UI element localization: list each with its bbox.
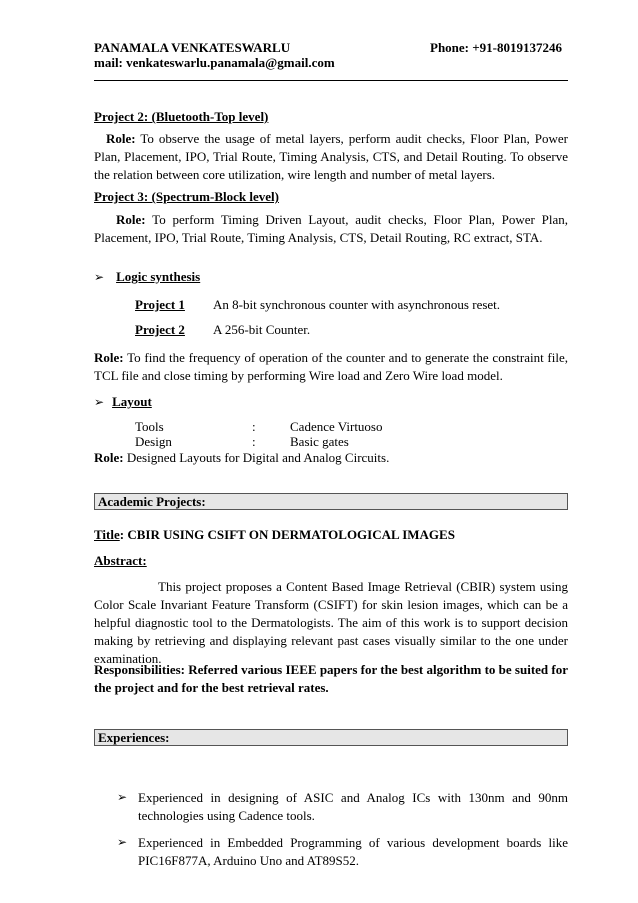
responsibilities-text: Responsibilities: Referred various IEEE papers for the best algorithm to be suited for the project and for the best retrieval rates. xyxy=(94,662,568,695)
project3-role xyxy=(94,211,568,247)
layout-role-text: Designed Layouts for Digital and Analog Circuits. xyxy=(123,450,390,465)
academic-projects-section-header: Academic Projects: xyxy=(94,493,568,510)
layout-heading xyxy=(94,394,152,410)
bullet-arrow-icon: ➢ xyxy=(117,835,128,849)
logic-role xyxy=(94,349,568,385)
title-text: : CBIR USING CSIFT ON DERMATOLOGICAL IMAGES xyxy=(119,527,455,542)
experiences-section-header: Experiences: xyxy=(94,729,568,746)
project2-role xyxy=(94,130,568,184)
email-address: mail: venkateswarlu.panamala@gmail.com xyxy=(94,55,335,70)
project2-role-text: To observe the usage of metal layers, perform audit checks, Floor Plan, Power Plan, Placement, IPO, Trial Route, Timing Analysis, CTS, and Detail Routing. To observe the relation between core utilization, wire length and number of metal layers. xyxy=(94,131,568,182)
design-separator: : xyxy=(252,434,256,449)
experience-item: Experienced in designing of ASIC and Analog ICs with 130nm and 90nm technologies using Cadence tools. xyxy=(138,790,568,823)
candidate-name: PANAMALA VENKATESWARLU xyxy=(94,40,291,55)
title-label: Title xyxy=(94,527,120,542)
logic-role-text: To find the frequency of operation of the counter and to generate the constraint file, TCL file and close timing by performing Wire load and Zero Wire load model. xyxy=(94,350,568,383)
project3-role-text: To perform Timing Driven Layout, audit checks, Floor Plan, Power Plan, Placement, IPO, Trial Route, Timing Analysis, CTS, Detail Routing, RC extract, STA. xyxy=(94,212,568,245)
project3-role-label: Role: xyxy=(116,212,146,227)
logic-project1-text: An 8-bit synchronous counter with asynchronous reset. xyxy=(213,297,501,312)
logic-project2-text: A 256-bit Counter. xyxy=(213,322,311,337)
abstract-label: Abstract: xyxy=(94,553,147,568)
logic-role-label: Role: xyxy=(94,350,124,365)
project2-title: Project 2: (Bluetooth-Top level) xyxy=(94,109,269,124)
project2-role-label: Role: xyxy=(106,131,136,146)
bullet-arrow-icon: ➢ xyxy=(117,790,128,804)
bullet-arrow-icon: ➢ xyxy=(94,270,105,284)
experience-item: Experienced in Embedded Programming of various development boards like PIC16F877A, Arduino Uno and AT89S52. xyxy=(138,835,568,868)
phone-number: Phone: +91-8019137246 xyxy=(430,40,562,55)
layout-role xyxy=(94,450,389,466)
logic-project2-label: Project 2 xyxy=(135,322,185,337)
experience-item-bullet-2 xyxy=(117,834,127,850)
logic-synthesis-heading xyxy=(94,269,200,285)
layout-role-label: Role: xyxy=(94,450,124,465)
project3-title: Project 3: (Spectrum-Block level) xyxy=(94,189,279,204)
design-label: Design xyxy=(135,434,172,449)
academic-title xyxy=(94,527,455,543)
abstract-text: This project proposes a Content Based Image Retrieval (CBIR) system using Color Scale Invariant Feature Transform (CSIFT) for skin lesion images, which can be a helpful diagnostic tool to the Dermatologists. The aim of this work is to support decision making by retrieving and displaying relevant past cases visually similar to the one under examination. xyxy=(94,579,568,666)
bullet-arrow-icon: ➢ xyxy=(94,395,105,409)
tools-value: Cadence Virtuoso xyxy=(290,419,383,434)
layout-title: Layout xyxy=(112,394,152,409)
header-divider xyxy=(94,80,568,81)
tools-separator: : xyxy=(252,419,256,434)
experience-item-bullet-1 xyxy=(117,789,127,805)
tools-label: Tools xyxy=(135,419,164,434)
design-value: Basic gates xyxy=(290,434,349,449)
logic-project1-label: Project 1 xyxy=(135,297,185,312)
logic-synthesis-title: Logic synthesis xyxy=(116,269,201,284)
